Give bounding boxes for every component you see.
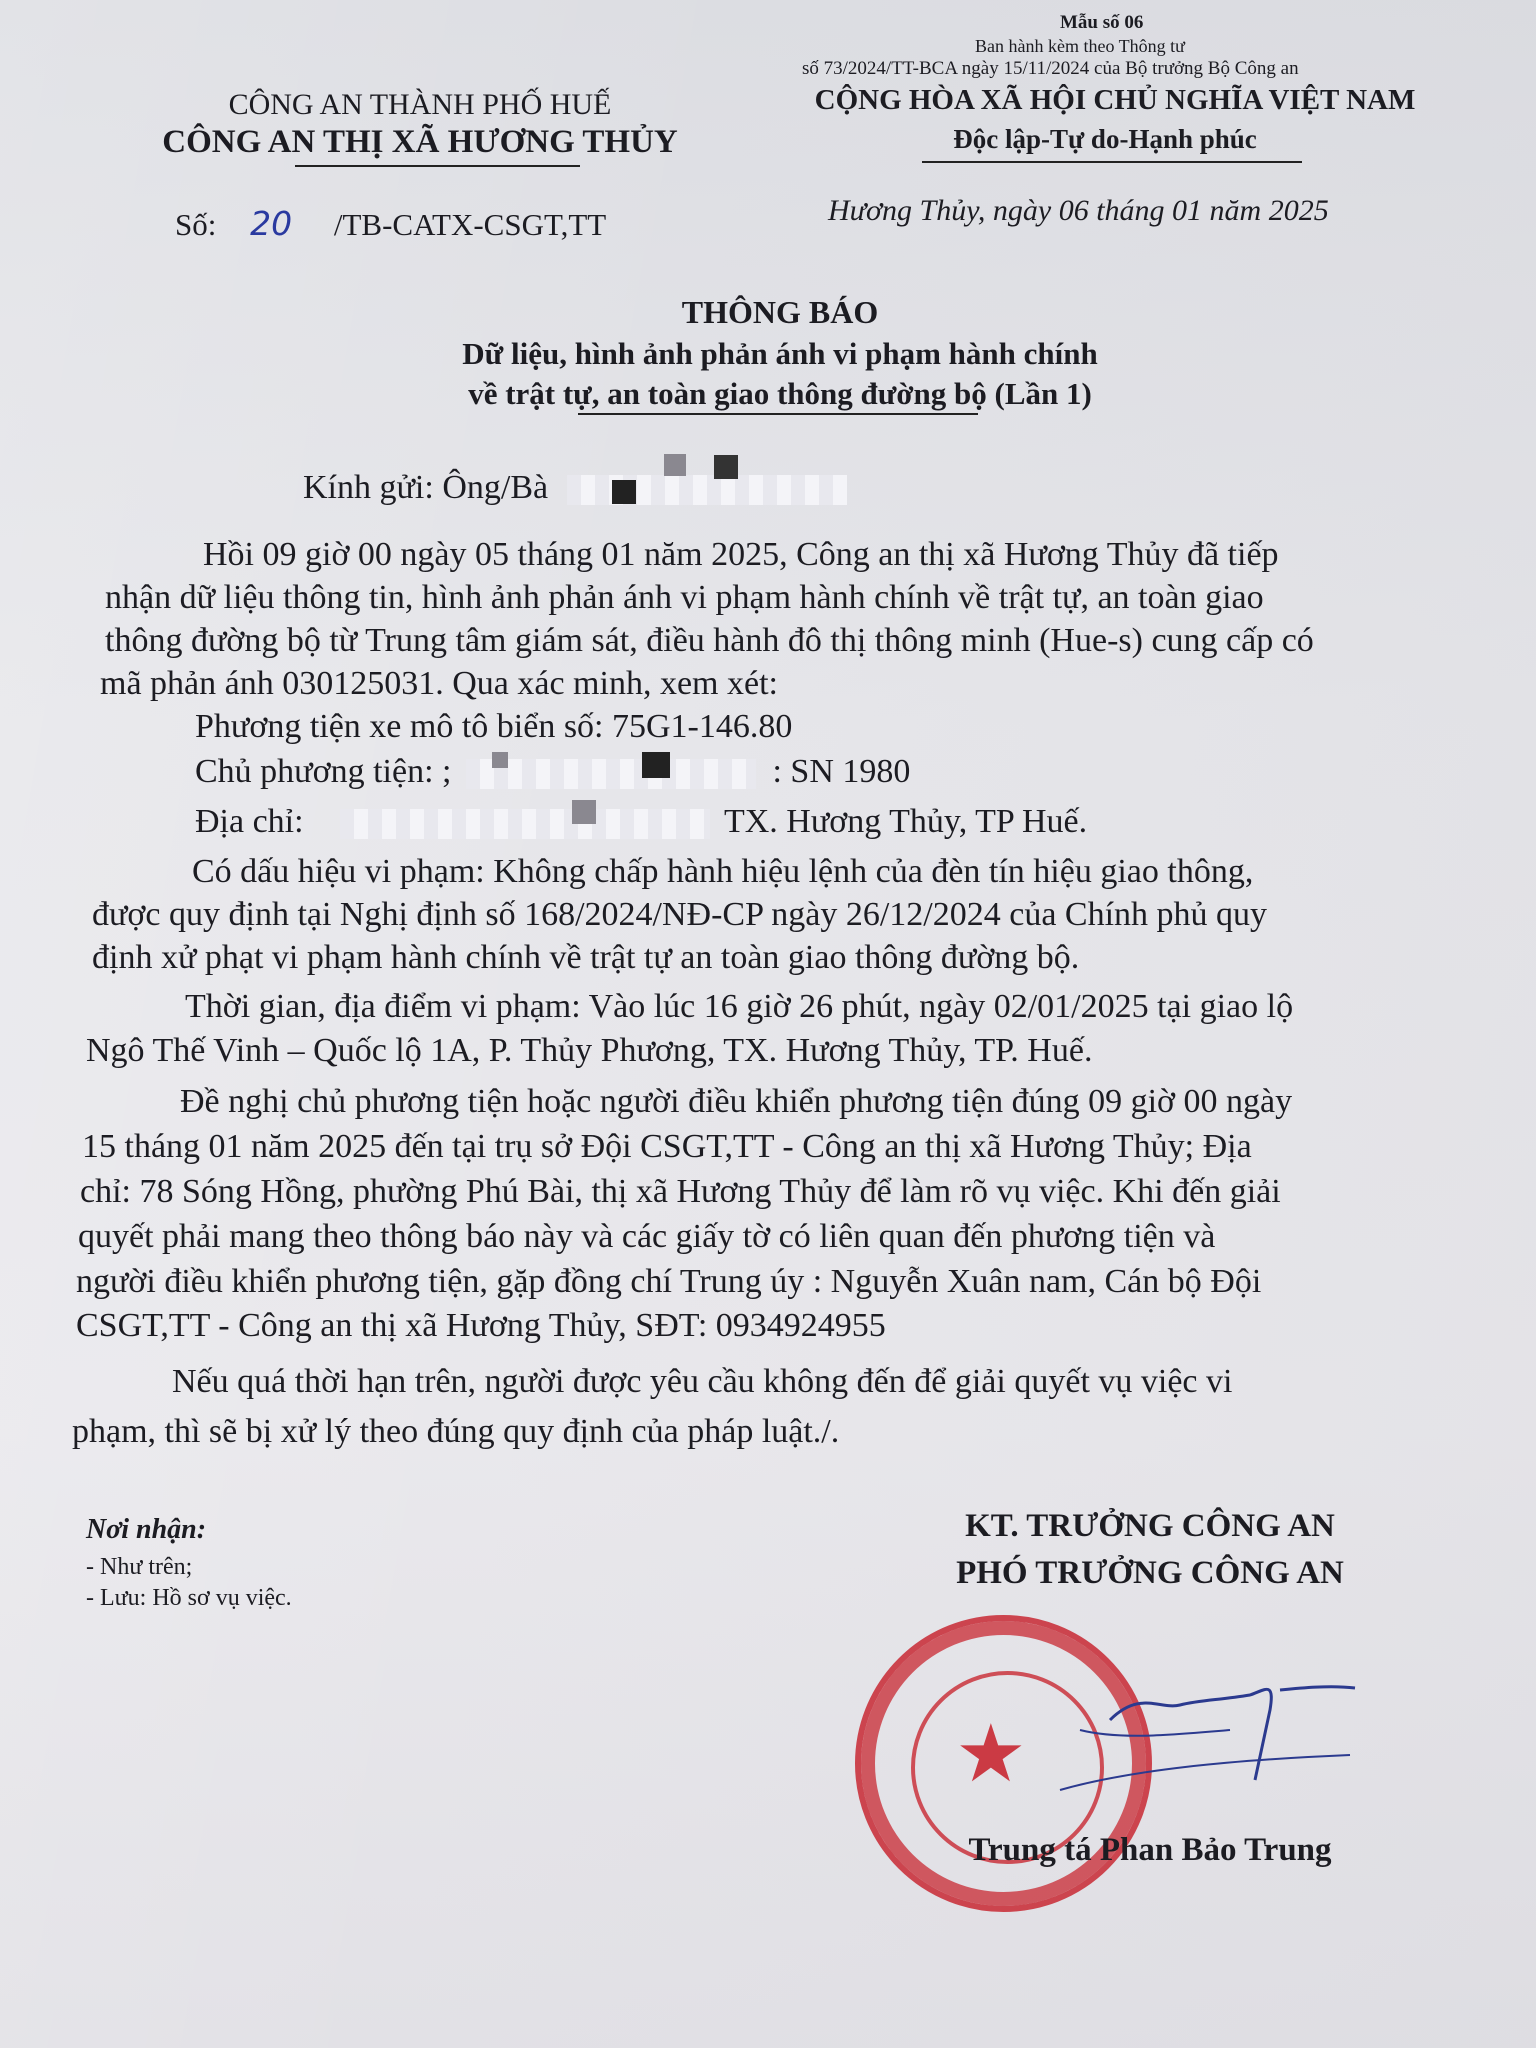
agency-name: CÔNG AN THỊ XÃ HƯƠNG THỦY xyxy=(162,124,678,160)
recipients-item-1: - Như trên; xyxy=(86,1554,193,1580)
paragraph-5-line-2: phạm, thì sẽ bị xử lý theo đúng quy định của pháp luật./. xyxy=(72,1413,840,1450)
address-label: Địa chỉ: xyxy=(195,803,304,840)
date-place: Hương Thủy, ngày 06 tháng 01 năm 2025 xyxy=(828,194,1329,227)
redaction-pixel xyxy=(664,454,686,476)
redacted-owner xyxy=(466,759,756,789)
document-subtitle-1: Dữ liệu, hình ảnh phản ánh vi phạm hành chính xyxy=(462,336,1098,371)
recipients-item-2: - Lưu: Hồ sơ vụ việc. xyxy=(86,1585,292,1611)
seal-star-icon: ★ xyxy=(955,1707,1027,1800)
redaction-pixel xyxy=(612,480,636,504)
paragraph-2-line-3: định xử phạt vi phạm hành chính về trật tự an toàn giao thông đường bộ. xyxy=(92,939,1080,976)
handwritten-signature xyxy=(1050,1650,1370,1830)
agency-parent: CÔNG AN THÀNH PHỐ HUẾ xyxy=(228,88,612,121)
signatory-authority: KT. TRƯỞNG CÔNG AN xyxy=(965,1508,1335,1544)
agency-underline xyxy=(295,165,580,167)
paragraph-1-line-3: thông đường bộ từ Trung tâm giám sát, điều hành đô thị thông minh (Hue-s) cung cấp có xyxy=(105,622,1314,659)
owner-label: Chủ phương tiện: ; xyxy=(195,753,452,790)
paragraph-5-line-1: Nếu quá thời hạn trên, người được yêu cầu không đến để giải quyết vụ việc vi xyxy=(172,1363,1233,1400)
number-suffix: /TB-CATX-CSGT,TT xyxy=(333,207,607,242)
addressee-label: Kính gửi: Ông/Bà xyxy=(303,469,549,506)
redaction-pixel xyxy=(714,455,738,479)
document-subtitle-2: về trật tự, an toàn giao thông đường bộ (Lần 1) xyxy=(468,376,1092,411)
form-reference-1: Ban hành kèm theo Thông tư xyxy=(975,36,1185,56)
paragraph-4-line-2: 15 tháng 01 năm 2025 đến tại trụ sở Đội CSGT,TT - Công an thị xã Hương Thủy; Địa xyxy=(82,1128,1252,1165)
form-number: Mẫu số 06 xyxy=(1060,12,1144,33)
document-title: THÔNG BÁO xyxy=(681,294,879,330)
paragraph-2-line-2: được quy định tại Nghị định số 168/2024/NĐ-CP ngày 26/12/2024 của Chính phủ quy xyxy=(92,896,1268,933)
address-tail: TX. Hương Thủy, TP Huế. xyxy=(723,803,1088,840)
redacted-address xyxy=(340,809,710,839)
nation-name: CỘNG HÒA XÃ HỘI CHỦ NGHĨA VIỆT NAM xyxy=(814,84,1416,116)
vehicle-owner xyxy=(195,750,910,793)
recipients-title: Nơi nhận: xyxy=(86,1514,207,1545)
owner-address xyxy=(195,800,1087,843)
redaction-pixel xyxy=(642,752,670,778)
paragraph-4-line-6: CSGT,TT - Công an thị xã Hương Thủy, SĐT: 0934924955 xyxy=(76,1307,886,1344)
signatory-title: PHÓ TRƯỞNG CÔNG AN xyxy=(956,1555,1344,1591)
motto-underline xyxy=(922,161,1302,163)
paragraph-4-line-4: quyết phải mang theo thông báo này và các giấy tờ có liên quan đến phương tiện và xyxy=(78,1218,1216,1255)
redaction-pixel xyxy=(572,800,596,824)
paragraph-1-line-4: mã phản ánh 030125031. Qua xác minh, xem xét: xyxy=(100,665,778,702)
addressee xyxy=(303,466,847,509)
paragraph-3-line-2: Ngô Thế Vinh – Quốc lộ 1A, P. Thủy Phương, TX. Hương Thủy, TP. Huế. xyxy=(86,1032,1093,1069)
form-reference-2: số 73/2024/TT-BCA ngày 15/11/2024 của Bộ trưởng Bộ Công an xyxy=(802,58,1299,79)
national-motto: Độc lập-Tự do-Hạnh phúc xyxy=(953,124,1257,154)
redaction-pixel xyxy=(492,752,508,768)
paragraph-4-line-1: Đề nghị chủ phương tiện hoặc người điều khiển phương tiện đúng 09 giờ 00 ngày xyxy=(180,1083,1293,1120)
vehicle-plate: Phương tiện xe mô tô biển số: 75G1-146.80 xyxy=(195,708,793,745)
signatory-name: Trung tá Phan Bảo Trung xyxy=(968,1832,1332,1868)
title-underline xyxy=(578,413,978,415)
paragraph-4-line-5: người điều khiển phương tiện, gặp đồng chí Trung úy : Nguyễn Xuân nam, Cán bộ Đội xyxy=(76,1263,1262,1300)
paragraph-1-line-2: nhận dữ liệu thông tin, hình ảnh phản ánh vi phạm hành chính về trật tự, an toàn giao xyxy=(105,579,1264,616)
number-label: Số: xyxy=(175,207,217,242)
redacted-name xyxy=(567,475,847,505)
owner-birth-year: : SN 1980 xyxy=(772,753,911,790)
paragraph-4-line-3: chỉ: 78 Sóng Hồng, phường Phú Bài, thị xã Hương Thủy để làm rõ vụ việc. Khi đến giải xyxy=(80,1173,1281,1210)
document-number xyxy=(175,204,606,243)
paragraph-1-line-1: Hồi 09 giờ 00 ngày 05 tháng 01 năm 2025, Công an thị xã Hương Thủy đã tiếp xyxy=(203,536,1279,573)
number-handwritten: 20 xyxy=(250,204,293,243)
paragraph-3-line-1: Thời gian, địa điểm vi phạm: Vào lúc 16 giờ 26 phút, ngày 02/01/2025 tại giao lộ xyxy=(185,988,1294,1025)
paragraph-2-line-1: Có dấu hiệu vi phạm: Không chấp hành hiệu lệnh của đèn tín hiệu giao thông, xyxy=(192,853,1254,890)
